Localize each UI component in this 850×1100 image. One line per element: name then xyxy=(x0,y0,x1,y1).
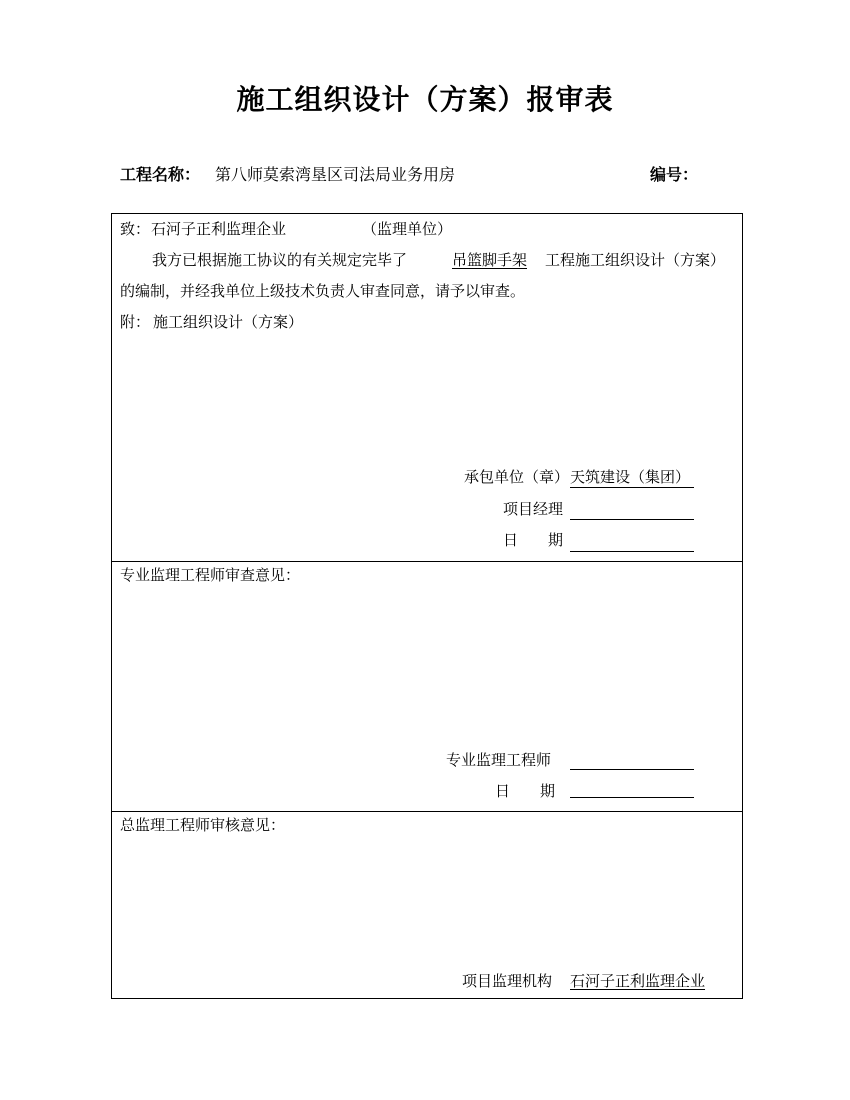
contractor-label: 承包单位（章） xyxy=(464,468,570,486)
project-manager-signature-line[interactable] xyxy=(570,519,694,520)
contractor-underline xyxy=(570,487,694,488)
section2-date-label: 日 期 xyxy=(495,782,556,800)
specialist-engineer-label: 专业监理工程师 xyxy=(446,751,552,769)
to-label: 致： xyxy=(120,220,151,238)
supervisor-unit-name: 石河子正利监理企业 xyxy=(151,220,287,238)
contractor-value: 天筑建设（集团） xyxy=(570,468,691,486)
section-divider xyxy=(112,811,742,812)
statement-line1-suffix: 工程施工组织设计（方案） xyxy=(545,251,726,269)
project-name-label: 工程名称： xyxy=(120,165,201,184)
statement-line2: 的编制，并经我单位上级技术负责人审查同意，请予以审查。 xyxy=(120,282,526,300)
section2-date-line[interactable] xyxy=(570,797,694,798)
number-label: 编号： xyxy=(650,165,699,184)
attachment-label: 附： xyxy=(120,313,151,331)
section1-date-label: 日 期 xyxy=(503,531,564,549)
supervision-org-value: 石河子正利监理企业 xyxy=(570,972,706,990)
attachment-value: 施工组织设计（方案） xyxy=(153,313,304,331)
supervisor-unit-suffix: （监理单位） xyxy=(362,220,453,238)
project-name-value: 第八师莫索湾垦区司法局业务用房 xyxy=(215,165,456,184)
statement-project-item: 吊篮脚手架 xyxy=(452,251,528,269)
section1-date-line[interactable] xyxy=(570,551,694,552)
section-divider xyxy=(112,561,742,562)
specialist-review-title: 专业监理工程师审查意见： xyxy=(120,566,301,584)
supervision-org-label: 项目监理机构 xyxy=(462,972,553,990)
specialist-engineer-signature-line[interactable] xyxy=(570,769,694,770)
chief-review-title: 总监理工程师审核意见： xyxy=(120,816,286,834)
approval-form-table xyxy=(111,213,743,999)
page-title: 施工组织设计（方案）报审表 xyxy=(236,83,614,116)
project-manager-label: 项目经理 xyxy=(503,500,564,518)
statement-line1-prefix: 我方已根据施工协议的有关规定完毕了 xyxy=(152,251,408,269)
